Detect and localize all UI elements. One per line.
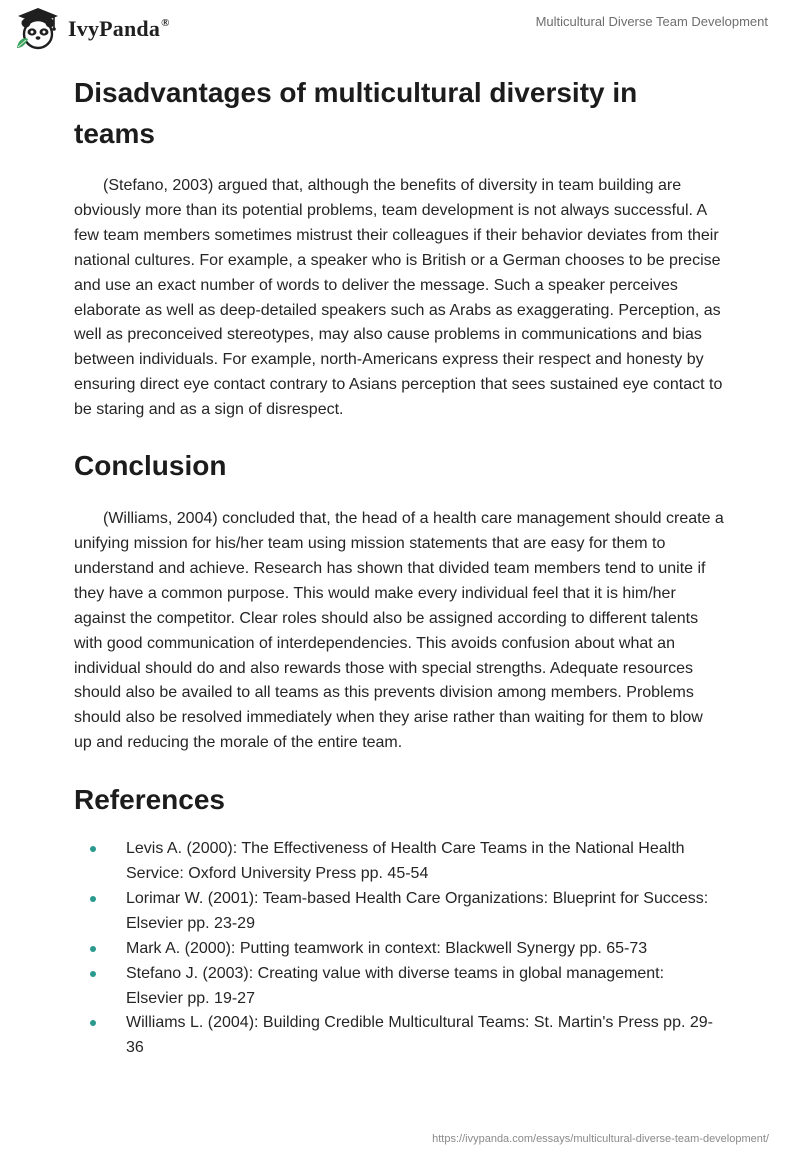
reference-text: Levis A. (2000): The Effectiveness of Health Care Teams in the National Health Service: Oxford University Press pp. 45-54 bbox=[126, 840, 685, 883]
page-header bbox=[0, 0, 800, 64]
section-title-references: References bbox=[74, 784, 225, 816]
article-body bbox=[74, 70, 724, 1061]
reference-item bbox=[74, 937, 724, 962]
brand-name: IvyPanda® bbox=[68, 16, 170, 41]
footer-source-url[interactable]: https://ivypanda.com/essays/multicultural-diverse-team-development/ bbox=[432, 1133, 769, 1145]
reference-text: Lorimar W. (2001): Team-based Health Care Organizations: Blueprint for Success: Elsevier pp. 23-29 bbox=[126, 889, 709, 932]
section-title-conclusion: Conclusion bbox=[74, 450, 227, 482]
registered-mark: ® bbox=[161, 17, 170, 29]
paragraph-disadvantages: (Stefano, 2003) argued that, although the benefits of diversity in team building are obviously more than its potential problems, team development is not always successful. A few team members sometimes mistrust their colleagues if their behavior deviates from their national cultures. For example, a speaker who is British or a German chooses to be precise and use an exact number of words to deliver the message. Such a speaker perceives elaborate as well as deep-detailed speakers such as Arabs as exaggerating. Perception, as well as preconceived stereotypes, may also cause problems in communications and bias between individuals. For example, north-Americans express their respect and honesty by ensuring direct eye contact contrary to Asians perception that sees sustained eye contact to be staring and as a sign of disrespect. bbox=[74, 177, 723, 419]
bullet-icon bbox=[90, 971, 96, 977]
reference-item bbox=[74, 837, 724, 887]
reference-text: Mark A. (2000): Putting teamwork in context: Blackwell Synergy pp. 65-73 bbox=[126, 939, 648, 957]
brand-logo[interactable] bbox=[14, 6, 170, 52]
paragraph-conclusion: (Williams, 2004) concluded that, the head of a health care management should create a unifying mission for his/her team using mission statements that are easy for them to understand and achieve. Research has shown that divided team members tend to unite if they have a common purpose. This would make every individual feel that it is him/her against the competitor. Clear roles should also be assigned according to different talents with good communication of interdependencies. This avoids confusion about what an individual should do and also rewards those with special strengths. Adequate resources should also be availed to all teams as this prevents division among members. Problems should also be resolved immediately when they arise rather than waiting for them to blow up and reducing the morale of the entire team. bbox=[74, 510, 724, 752]
bullet-icon bbox=[90, 846, 96, 852]
bullet-icon bbox=[90, 896, 96, 902]
reference-text: Williams L. (2004): Building Credible Multicultural Teams: St. Martin's Press pp. 29-36 bbox=[126, 1014, 713, 1057]
reference-item bbox=[74, 1011, 724, 1061]
bullet-icon bbox=[90, 1020, 96, 1026]
panda-graduate-icon bbox=[14, 6, 62, 52]
reference-item bbox=[74, 962, 724, 1012]
reference-item bbox=[74, 887, 724, 937]
document-header-title: Multicultural Diverse Team Development bbox=[535, 14, 768, 29]
references-list bbox=[74, 837, 724, 1061]
reference-text: Stefano J. (2003): Creating value with diverse teams in global management: Elsevier pp. 19-27 bbox=[126, 964, 665, 1007]
bullet-icon bbox=[90, 946, 96, 952]
section-title-disadvantages: Disadvantages of multicultural diversity in teams bbox=[74, 77, 638, 149]
